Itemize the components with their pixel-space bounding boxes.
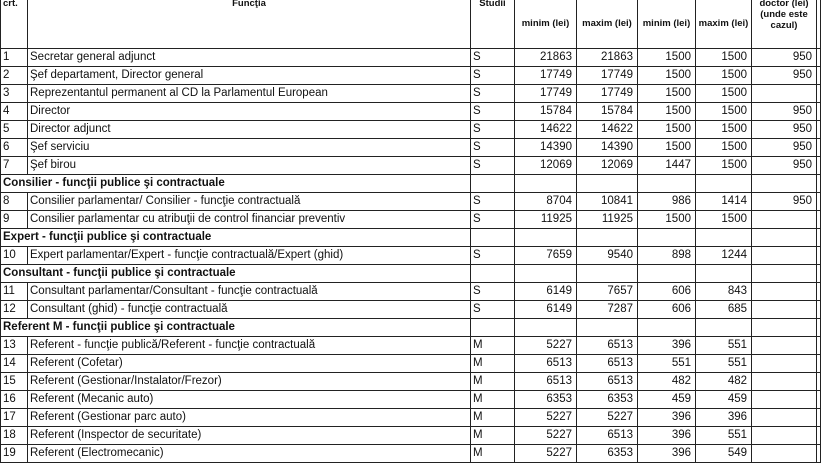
table-row: [1, 193, 821, 211]
cell-studii: S: [471, 67, 515, 85]
cell-functia: Referent (Electromecanic): [28, 445, 471, 463]
cell-spor-max: 1244: [696, 247, 752, 265]
cell-studii: S: [471, 121, 515, 139]
table-row: [1, 283, 821, 301]
header-row: [1, 0, 821, 49]
cell-studii: S: [471, 103, 515, 121]
header-spor-min: [638, 0, 696, 49]
cell-salary-min: 6149: [515, 301, 577, 319]
cell-nr: 3: [1, 85, 28, 103]
cell-functia: Referent (Mecanic auto): [28, 391, 471, 409]
cell-salary-min: 8704: [515, 193, 577, 211]
cell-edge: [817, 391, 821, 409]
header-doctor-label: doctor (lei) (unde este cazul): [759, 0, 809, 31]
cell-spor-min: 606: [638, 301, 696, 319]
cell-salary-min: 7659: [515, 247, 577, 265]
section-empty-cell: [696, 175, 752, 193]
cell-doctor: [752, 445, 817, 463]
cell-edge: [817, 211, 821, 229]
cell-spor-max: 1500: [696, 49, 752, 67]
cell-spor-min: 396: [638, 427, 696, 445]
table-row: [1, 301, 821, 319]
cell-studii: S: [471, 283, 515, 301]
cell-salary-max: 21863: [577, 49, 638, 67]
cell-functia: Referent - funcţie publică/Referent - funcţie contractuală: [28, 337, 471, 355]
cell-edge: [817, 301, 821, 319]
header-spor-max-label: maxim (lei): [698, 17, 749, 29]
section-empty-cell: [752, 265, 817, 283]
cell-salary-min: 21863: [515, 49, 577, 67]
cell-nr: 6: [1, 139, 28, 157]
table-row: [1, 157, 821, 175]
cell-nr: 17: [1, 409, 28, 427]
cell-spor-min: 898: [638, 247, 696, 265]
cell-spor-max: 1500: [696, 157, 752, 175]
cell-salary-min: 6353: [515, 391, 577, 409]
cell-nr: 12: [1, 301, 28, 319]
header-doctor: [752, 0, 817, 49]
table-row: [1, 391, 821, 409]
section-label: Consilier - funcţii publice şi contractuale: [1, 175, 471, 193]
cell-edge: [817, 427, 821, 445]
header-functia: Funcţia: [28, 0, 471, 49]
cell-functia: Consultant (ghid) - funcţie contractuală: [28, 301, 471, 319]
section-empty-cell: [638, 175, 696, 193]
cell-nr: 1: [1, 49, 28, 67]
cell-salary-max: 6353: [577, 391, 638, 409]
cell-functia: Consilier parlamentar/ Consilier - funcţie contractuală: [28, 193, 471, 211]
cell-doctor: [752, 85, 817, 103]
cell-nr: 13: [1, 337, 28, 355]
cell-studii: M: [471, 373, 515, 391]
cell-spor-max: 1414: [696, 193, 752, 211]
cell-edge: [817, 193, 821, 211]
section-empty-cell: [817, 175, 821, 193]
cell-spor-max: 551: [696, 337, 752, 355]
cell-salary-min: 14622: [515, 121, 577, 139]
section-label: Consultant - funcţii publice şi contractuale: [1, 265, 471, 283]
table-row: [1, 121, 821, 139]
cell-salary-min: 6513: [515, 355, 577, 373]
cell-doctor: [752, 373, 817, 391]
cell-salary-max: 6513: [577, 337, 638, 355]
section-empty-cell: [752, 319, 817, 337]
cell-doctor: [752, 391, 817, 409]
cell-salary-min: 15784: [515, 103, 577, 121]
cell-spor-max: 1500: [696, 103, 752, 121]
cell-spor-max: 1500: [696, 121, 752, 139]
cell-doctor: 950: [752, 121, 817, 139]
cell-studii: M: [471, 337, 515, 355]
cell-spor-max: 1500: [696, 211, 752, 229]
cell-spor-max: 843: [696, 283, 752, 301]
section-empty-cell: [471, 319, 515, 337]
cell-salary-max: 12069: [577, 157, 638, 175]
cell-salary-max: 6353: [577, 445, 638, 463]
cell-nr: 14: [1, 355, 28, 373]
cell-spor-max: 482: [696, 373, 752, 391]
section-empty-cell: [577, 319, 638, 337]
table-row: [1, 247, 821, 265]
cell-functia: Referent (Gestionar parc auto): [28, 409, 471, 427]
cell-edge: [817, 337, 821, 355]
cell-spor-max: 685: [696, 301, 752, 319]
section-empty-cell: [515, 265, 577, 283]
section-empty-cell: [577, 175, 638, 193]
cell-salary-min: 5227: [515, 337, 577, 355]
section-empty-cell: [817, 229, 821, 247]
cell-salary-max: 6513: [577, 427, 638, 445]
cell-edge: [817, 49, 821, 67]
header-sal-max: [577, 0, 638, 49]
header-spor-max: [696, 0, 752, 49]
cell-edge: [817, 121, 821, 139]
cell-salary-max: 17749: [577, 67, 638, 85]
section-empty-cell: [696, 229, 752, 247]
cell-edge: [817, 157, 821, 175]
cell-spor-max: 1500: [696, 85, 752, 103]
cell-spor-min: 1447: [638, 157, 696, 175]
section-row: [1, 265, 821, 283]
cell-spor-min: 606: [638, 283, 696, 301]
cell-studii: S: [471, 301, 515, 319]
cell-doctor: 950: [752, 157, 817, 175]
section-empty-cell: [752, 175, 817, 193]
cell-spor-min: 1500: [638, 139, 696, 157]
cell-doctor: [752, 355, 817, 373]
cell-doctor: [752, 409, 817, 427]
section-row: [1, 229, 821, 247]
section-empty-cell: [638, 229, 696, 247]
header-spor-min-label: minim (lei): [642, 17, 691, 29]
cell-studii: M: [471, 355, 515, 373]
section-empty-cell: [817, 319, 821, 337]
cell-spor-min: 459: [638, 391, 696, 409]
cell-edge: [817, 103, 821, 121]
cell-spor-min: 396: [638, 445, 696, 463]
cell-nr: 18: [1, 427, 28, 445]
table-row: [1, 445, 821, 463]
section-row: [1, 175, 821, 193]
cell-spor-max: 1500: [696, 139, 752, 157]
cell-functia: Director: [28, 103, 471, 121]
cell-salary-min: 14390: [515, 139, 577, 157]
cell-spor-min: 396: [638, 409, 696, 427]
cell-studii: M: [471, 391, 515, 409]
cell-spor-max: 1500: [696, 67, 752, 85]
cell-doctor: 950: [752, 139, 817, 157]
cell-functia: Şef birou: [28, 157, 471, 175]
header-sal-max-label: maxim (lei): [582, 17, 632, 29]
cell-edge: [817, 67, 821, 85]
cell-functia: Secretar general adjunct: [28, 49, 471, 67]
cell-salary-max: 6513: [577, 355, 638, 373]
section-label: Referent M - funcţii publice şi contractuale: [1, 319, 471, 337]
cell-salary-max: 11925: [577, 211, 638, 229]
cell-edge: [817, 139, 821, 157]
section-empty-cell: [577, 265, 638, 283]
cell-doctor: [752, 247, 817, 265]
cell-salary-max: 17749: [577, 85, 638, 103]
cell-functia: Reprezentantul permanent al CD la Parlamentul European: [28, 85, 471, 103]
cell-studii: S: [471, 49, 515, 67]
cell-nr: 2: [1, 67, 28, 85]
cell-nr: 10: [1, 247, 28, 265]
cell-functia: Şef departament, Director general: [28, 67, 471, 85]
cell-spor-min: 1500: [638, 49, 696, 67]
cell-studii: S: [471, 85, 515, 103]
cell-spor-max: 551: [696, 355, 752, 373]
section-empty-cell: [638, 319, 696, 337]
cell-spor-min: 551: [638, 355, 696, 373]
header-nr: crt.: [1, 0, 28, 49]
section-empty-cell: [471, 265, 515, 283]
table-row: [1, 409, 821, 427]
cell-edge: [817, 283, 821, 301]
header-studii: Studii: [471, 0, 515, 49]
cell-nr: 8: [1, 193, 28, 211]
cell-functia: Expert parlamentar/Expert - funcţie contractuală/Expert (ghid): [28, 247, 471, 265]
cell-doctor: [752, 301, 817, 319]
cell-salary-max: 10841: [577, 193, 638, 211]
cell-functia: Director adjunct: [28, 121, 471, 139]
cell-doctor: [752, 337, 817, 355]
cell-salary-min: 5227: [515, 445, 577, 463]
table-row: [1, 85, 821, 103]
section-empty-cell: [515, 319, 577, 337]
cell-studii: M: [471, 409, 515, 427]
cell-salary-min: 12069: [515, 157, 577, 175]
cell-studii: S: [471, 139, 515, 157]
cell-doctor: [752, 427, 817, 445]
cell-edge: [817, 409, 821, 427]
cell-spor-min: 1500: [638, 85, 696, 103]
cell-functia: Consilier parlamentar cu atribuţii de control financiar preventiv: [28, 211, 471, 229]
cell-salary-max: 14390: [577, 139, 638, 157]
cell-salary-max: 15784: [577, 103, 638, 121]
section-empty-cell: [471, 175, 515, 193]
cell-edge: [817, 373, 821, 391]
cell-edge: [817, 85, 821, 103]
cell-doctor: 950: [752, 49, 817, 67]
cell-functia: Referent (Gestionar/Instalator/Frezor): [28, 373, 471, 391]
cell-doctor: 950: [752, 67, 817, 85]
table-row: [1, 67, 821, 85]
header-sal-min: [515, 0, 577, 49]
cell-salary-min: 6513: [515, 373, 577, 391]
cell-salary-min: 17749: [515, 67, 577, 85]
section-empty-cell: [696, 265, 752, 283]
table-row: [1, 139, 821, 157]
cell-salary-max: 6513: [577, 373, 638, 391]
cell-studii: S: [471, 211, 515, 229]
table-row: [1, 337, 821, 355]
section-empty-cell: [638, 265, 696, 283]
cell-functia: Referent (Inspector de securitate): [28, 427, 471, 445]
table-row: [1, 103, 821, 121]
cell-edge: [817, 445, 821, 463]
cell-salary-min: 6149: [515, 283, 577, 301]
cell-salary-min: 17749: [515, 85, 577, 103]
table-row: [1, 49, 821, 67]
cell-studii: M: [471, 427, 515, 445]
cell-doctor: [752, 211, 817, 229]
cell-spor-max: 551: [696, 427, 752, 445]
section-empty-cell: [696, 319, 752, 337]
cell-edge: [817, 355, 821, 373]
table-row: [1, 211, 821, 229]
cell-spor-max: 549: [696, 445, 752, 463]
cell-salary-max: 5227: [577, 409, 638, 427]
cell-nr: 19: [1, 445, 28, 463]
cell-spor-min: 986: [638, 193, 696, 211]
cell-spor-min: 482: [638, 373, 696, 391]
table-row: [1, 427, 821, 445]
cell-spor-min: 1500: [638, 121, 696, 139]
cell-salary-min: 5227: [515, 409, 577, 427]
cell-spor-max: 459: [696, 391, 752, 409]
cell-salary-max: 9540: [577, 247, 638, 265]
cell-studii: M: [471, 445, 515, 463]
section-empty-cell: [817, 265, 821, 283]
section-empty-cell: [577, 229, 638, 247]
cell-functia: Şef serviciu: [28, 139, 471, 157]
cell-salary-max: 14622: [577, 121, 638, 139]
cell-spor-min: 396: [638, 337, 696, 355]
section-empty-cell: [752, 229, 817, 247]
section-label: Expert - funcţii publice şi contractuale: [1, 229, 471, 247]
header-sal-min-label: minim (lei): [521, 17, 570, 29]
cell-doctor: [752, 283, 817, 301]
cell-salary-min: 5227: [515, 427, 577, 445]
cell-salary-max: 7287: [577, 301, 638, 319]
cell-salary-max: 7657: [577, 283, 638, 301]
cell-salary-min: 11925: [515, 211, 577, 229]
cell-functia: Consultant parlamentar/Consultant - funcţie contractuală: [28, 283, 471, 301]
cell-spor-min: 1500: [638, 211, 696, 229]
cell-studii: S: [471, 247, 515, 265]
cell-nr: 11: [1, 283, 28, 301]
cell-functia: Referent (Cofetar): [28, 355, 471, 373]
cell-studii: S: [471, 157, 515, 175]
table-body: [1, 0, 821, 463]
cell-nr: 15: [1, 373, 28, 391]
section-empty-cell: [515, 229, 577, 247]
cell-nr: 9: [1, 211, 28, 229]
section-row: [1, 319, 821, 337]
cell-spor-min: 1500: [638, 67, 696, 85]
cell-doctor: 950: [752, 103, 817, 121]
cell-doctor: 950: [752, 193, 817, 211]
section-empty-cell: [471, 229, 515, 247]
cell-nr: 16: [1, 391, 28, 409]
cell-nr: 4: [1, 103, 28, 121]
cell-edge: [817, 247, 821, 265]
cell-studii: S: [471, 193, 515, 211]
header-edge: [817, 0, 821, 49]
cell-spor-max: 396: [696, 409, 752, 427]
cell-nr: 5: [1, 121, 28, 139]
table-row: [1, 355, 821, 373]
table-row: [1, 373, 821, 391]
section-empty-cell: [515, 175, 577, 193]
cell-spor-min: 1500: [638, 103, 696, 121]
cell-nr: 7: [1, 157, 28, 175]
